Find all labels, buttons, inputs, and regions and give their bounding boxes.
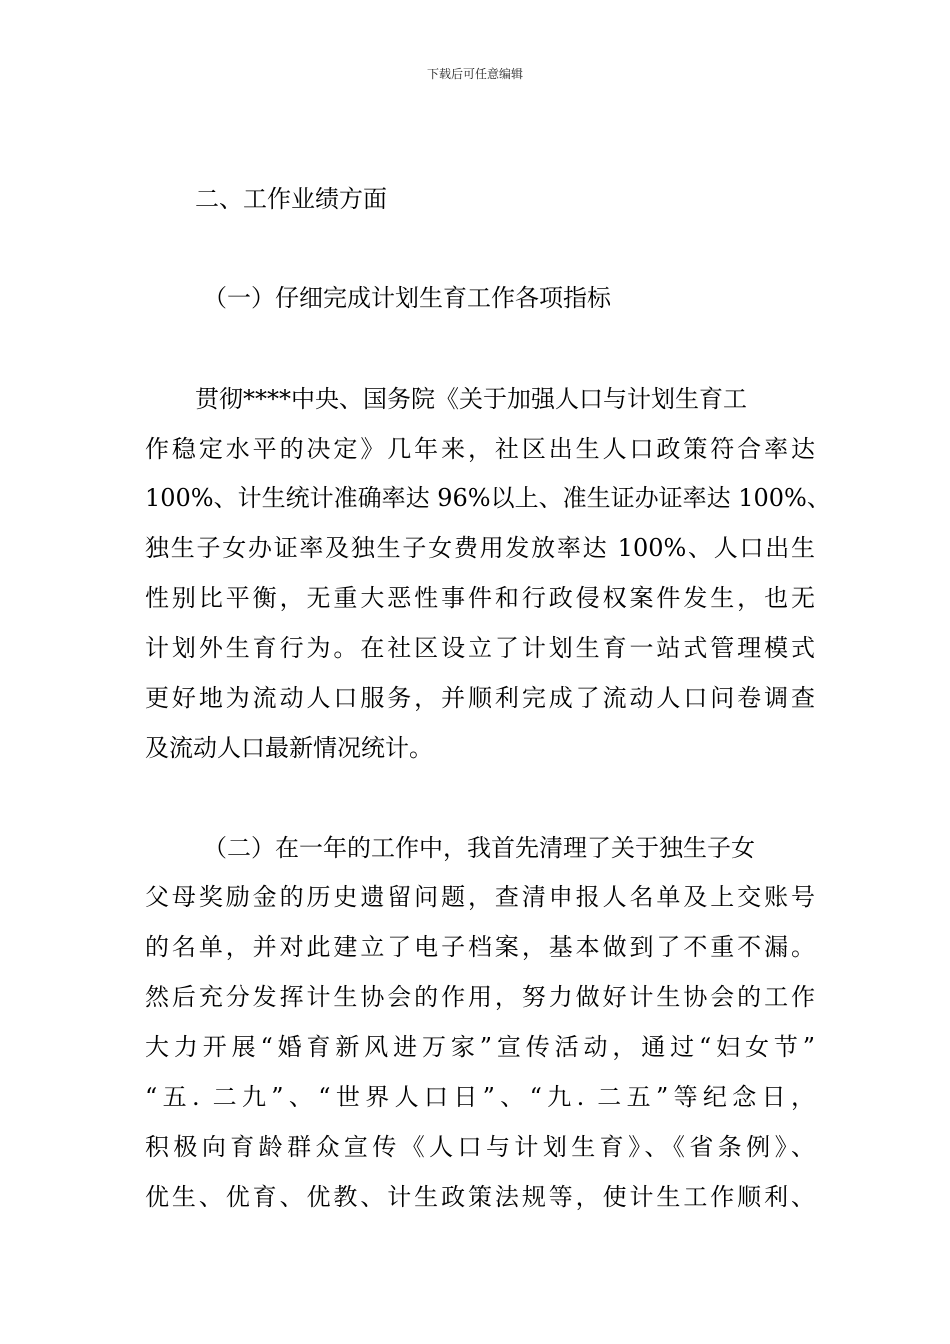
paragraph-line: 独生子女办证率及独生子女费用发放率达 100%、人口出生 (145, 534, 815, 562)
page-header-note: 下载后可任意编辑 (426, 67, 523, 81)
paragraph-line: 100%、计生统计准确率达 96%以上、准生证办证率达 100%、 (145, 484, 831, 512)
paragraph-line: 积极向育龄群众宣传《人口与计划生育》、《省条例》、 (145, 1133, 815, 1161)
paragraph-line: 贯彻****中央、国务院《关于加强人口与计划生育工 (195, 385, 747, 413)
paragraph-line: 作稳定水平的决定》几年来，社区出生人口政策符合率达 (145, 435, 815, 463)
paragraph-line: 计划外生育行为。在社区设立了计划生育一站式管理模式 (145, 634, 815, 662)
paragraph-line: 及流动人口最新情况统计。 (145, 734, 433, 762)
subsection-heading: （一）仔细完成计划生育工作各项指标 (203, 284, 611, 312)
paragraph-line: 优生、优育、优教、计生政策法规等，使计生工作顺利、 (145, 1183, 815, 1211)
paragraph-line: 然后充分发挥计生协会的作用，努力做好计生协会的工作 (145, 983, 815, 1011)
paragraph-line: 更好地为流动人口服务，并顺利完成了流动人口问卷调查 (145, 684, 815, 712)
paragraph-line: 性别比平衡，无重大恶性事件和行政侵权案件发生，也无 (145, 584, 815, 612)
paragraph-line: （二）在一年的工作中，我首先清理了关于独生子女 (203, 834, 755, 862)
section-heading: 二、工作业绩方面 (195, 185, 387, 213)
paragraph-line: 的名单，并对此建立了电子档案，基本做到了不重不漏。 (145, 933, 815, 961)
paragraph-line: 大力开展“婚育新风进万家”宣传活动，通过“妇女节” (145, 1033, 815, 1061)
paragraph-line: “五. 二九”、“世界人口日”、“九. 二五”等纪念日， (145, 1083, 815, 1111)
paragraph-line: 父母奖励金的历史遗留问题，查清申报人名单及上交账号 (145, 883, 815, 911)
